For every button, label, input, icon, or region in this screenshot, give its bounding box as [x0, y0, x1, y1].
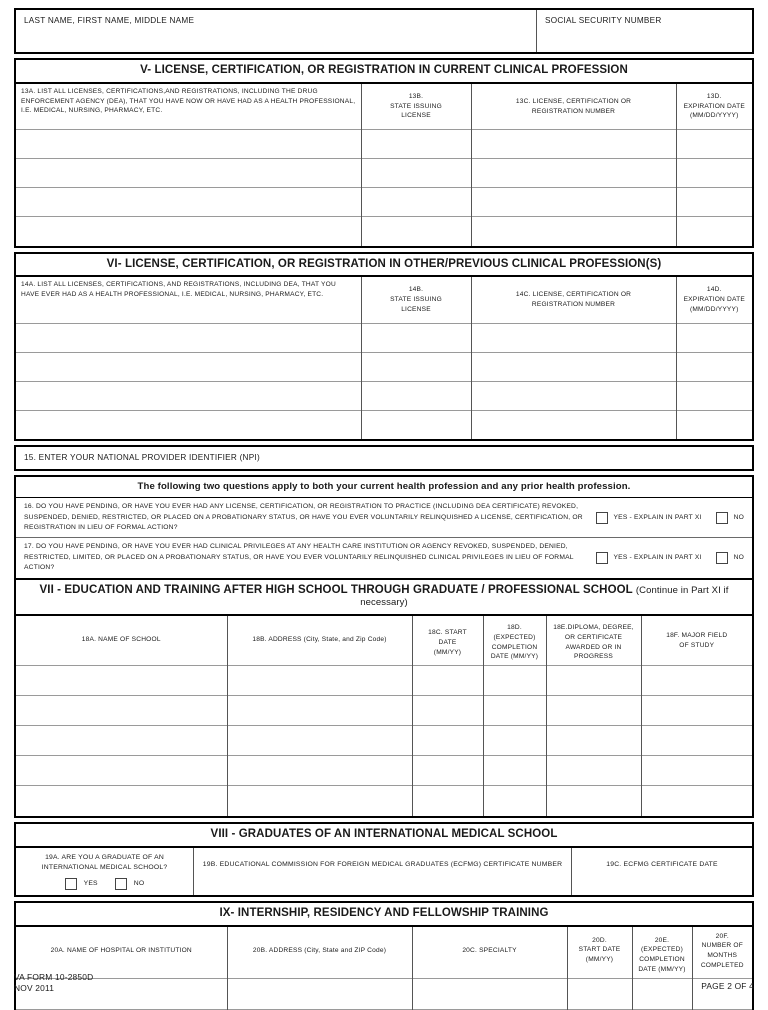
questions-block [14, 475, 754, 579]
cell-14c[interactable] [471, 410, 676, 439]
cell-14d[interactable] [676, 323, 752, 352]
npi-label: 15. ENTER YOUR NATIONAL PROVIDER IDENTIFIER (NPI) [24, 453, 260, 463]
form-date: NOV 2011 [14, 983, 55, 994]
table-row[interactable] [16, 786, 752, 816]
cell-14c[interactable] [471, 352, 676, 381]
col-14c: 14C. LICENSE, CERTIFICATION OR REGISTRATION NUMBER [471, 277, 676, 323]
form-identifier [14, 972, 93, 995]
col-14b: 14B. STATE ISSUING LICENSE [361, 277, 471, 323]
cell-13d[interactable] [676, 130, 752, 159]
cell-18d[interactable] [483, 696, 546, 726]
cell-18e[interactable] [546, 726, 641, 756]
part-ix-table [14, 927, 754, 1010]
cell-14a[interactable] [16, 381, 361, 410]
cell-18d[interactable] [483, 756, 546, 786]
cell-18d[interactable] [483, 786, 546, 816]
cell-13c[interactable] [471, 188, 676, 217]
col-20e: 20E.(EXPECTED) COMPLETION DATE (MM/YY) [632, 927, 692, 979]
cell-13a[interactable] [16, 159, 361, 188]
cell-14d[interactable] [676, 352, 752, 381]
question-19b[interactable] [194, 848, 572, 895]
question-19a-yes-checkbox[interactable] [65, 878, 77, 890]
part-ix-heading: IX- INTERNSHIP, RESIDENCY AND FELLOWSHIP TRAINING [14, 901, 754, 927]
part-vi-heading: VI- LICENSE, CERTIFICATION, OR REGISTRATION IN OTHER/PREVIOUS CLINICAL PROFESSION(S) [14, 252, 754, 278]
part-vii-header-row [16, 616, 752, 666]
cell-13c[interactable] [471, 130, 676, 159]
cell-18b[interactable] [227, 756, 412, 786]
cell-14a[interactable] [16, 323, 361, 352]
identification-strip [14, 8, 754, 54]
question-17-options [596, 552, 753, 564]
cell-14a[interactable] [16, 410, 361, 439]
table-row[interactable] [16, 756, 752, 786]
table-row[interactable] [16, 726, 752, 756]
col-13c: 13C. LICENSE, CERTIFICATION OR REGISTRATION NUMBER [471, 84, 676, 130]
cell-14b[interactable] [361, 323, 471, 352]
table-row[interactable] [16, 666, 752, 696]
cell-18c[interactable] [412, 666, 483, 696]
cell-18e[interactable] [546, 696, 641, 726]
question-19a-options [22, 878, 187, 890]
cell-18f[interactable] [641, 666, 752, 696]
question-19c[interactable] [572, 848, 752, 895]
cell-18a[interactable] [16, 726, 227, 756]
cell-14b[interactable] [361, 381, 471, 410]
item-15-npi[interactable] [14, 445, 754, 471]
cell-18c[interactable] [412, 696, 483, 726]
col-13a: 13A. LIST ALL LICENSES, CERTIFICATIONS,AND REGISTRATIONS, INCLUDING THE DRUG ENFORCEMENT AGENCY (DEA), THAT YOU HAVE NOW OR HAVE HAD AS A HEALTH PROFESSIONAL, I.E. MEDICAL, NURSING, PHARMACY, ETC. [16, 84, 361, 130]
part-viii-block [14, 848, 754, 897]
col-18a: 18A. NAME OF SCHOOL [16, 616, 227, 666]
col-18b: 18B. ADDRESS (City, State, and Zip Code) [227, 616, 412, 666]
question-17-yes-label: YES - EXPLAIN IN PART XI [613, 554, 702, 562]
question-19c-label: 19C. ECFMG CERTIFICATE DATE [606, 860, 718, 868]
ssn-field[interactable] [537, 10, 752, 52]
col-18e: 18E.DIPLOMA, DEGREE, OR CERTIFICATE AWARDED OR IN PROGRESS [546, 616, 641, 666]
question-17-text: 17. DO YOU HAVE PENDING, OR HAVE YOU EVER HAD CLINICAL PRIVILEGES AT ANY HEALTH CARE INSTITUTION OR AGENCY REVOKED, SUSPENDED, DENIED, RESTRICTED, LIMITED, OR PLACED ON A PROBATIONARY STATUS, OR HAVE YOU EVER VOLUNTARILY RELINQUISHED CLINICAL PRIVILEGES IN LIEU OF FORMAL ACTION? [24, 543, 574, 572]
part-v-header-row [16, 84, 752, 130]
cell-13b[interactable] [361, 130, 471, 159]
cell-13d[interactable] [676, 159, 752, 188]
cell-13b[interactable] [361, 217, 471, 246]
col-20b: 20B. ADDRESS (City, State and ZIP Code) [227, 927, 412, 979]
cell-18b[interactable] [227, 696, 412, 726]
table-row[interactable] [16, 696, 752, 726]
cell-18f[interactable] [641, 696, 752, 726]
question-17-yes-checkbox[interactable] [596, 552, 608, 564]
part-vii-heading-text: VII - EDUCATION AND TRAINING AFTER HIGH SCHOOL THROUGH GRADUATE / PROFESSIONAL SCHOOL [39, 583, 633, 596]
cell-14d[interactable] [676, 410, 752, 439]
question-16-yes-label: YES - EXPLAIN IN PART XI [613, 514, 702, 522]
cell-14c[interactable] [471, 381, 676, 410]
col-13d: 13D. EXPIRATION DATE (MM/DD/YYYY) [683, 92, 745, 120]
cell-18e[interactable] [546, 786, 641, 816]
col-13b: 13B. STATE ISSUING LICENSE [361, 84, 471, 130]
cell-18f[interactable] [641, 726, 752, 756]
question-16-options [596, 512, 753, 524]
col-14a: 14A. LIST ALL LICENSES, CERTIFICATIONS, AND REGISTRATIONS, INCLUDING DEA, THAT YOU HAVE EVER HAD AS A HEALTH PROFESSIONAL, I.E. MEDICAL, NURSING, PHARMACY, ETC. [16, 277, 361, 323]
question-17-row [16, 537, 752, 577]
table-row[interactable] [16, 352, 752, 381]
question-19a [16, 848, 194, 895]
cell-13b[interactable] [361, 159, 471, 188]
cell-13a[interactable] [16, 130, 361, 159]
part-vi-header-row [16, 277, 752, 323]
cell-13d[interactable] [676, 188, 752, 217]
part-vii-heading-note: (Continue in Part XI if necessary) [360, 584, 729, 609]
part-vi-table [14, 277, 754, 441]
cell-14d[interactable] [676, 381, 752, 410]
name-label: LAST NAME, FIRST NAME, MIDDLE NAME [24, 16, 195, 25]
cell-14b[interactable] [361, 410, 471, 439]
cell-18b[interactable] [227, 786, 412, 816]
form-sheet [14, 8, 754, 1010]
table-row[interactable] [16, 323, 752, 352]
table-row[interactable] [16, 159, 752, 188]
col-18c: 18C. START DATE (MM/YY) [412, 616, 483, 666]
cell-18a[interactable] [16, 696, 227, 726]
cell-18c[interactable] [412, 726, 483, 756]
ssn-label: SOCIAL SECURITY NUMBER [545, 16, 662, 25]
question-19a-no-checkbox[interactable] [115, 878, 127, 890]
cell-18c[interactable] [412, 756, 483, 786]
question-16-text: 16. DO YOU HAVE PENDING, OR HAVE YOU EVER HAD ANY LICENSE, CERTIFICATION, OR REGISTRATION TO PRACTICE (INCLUDING DEA CERTIFICATE) REVOKED, SUSPENDED, DENIED, RESTRICTED, OR PLACED ON A PROBATIONARY STATUS, OR HAVE YOU EVER VOLUNTARILY RELINQUISHED A LICENSE, CERTIFICATION, OR REGISTRATION IN LIEU OF FORMAL ACTION? [24, 503, 583, 532]
cell-13a[interactable] [16, 217, 361, 246]
cell-18e[interactable] [546, 756, 641, 786]
cell-18d[interactable] [483, 666, 546, 696]
cell-13c[interactable] [471, 217, 676, 246]
page-footer [14, 972, 754, 995]
question-19a-yes-label: YES [83, 879, 98, 887]
cell-14c[interactable] [471, 323, 676, 352]
col-20d: 20D. START DATE (MM/YY) [567, 927, 632, 979]
part-ix-header-row [16, 927, 752, 979]
part-viii-heading: VIII - GRADUATES OF AN INTERNATIONAL MEDICAL SCHOOL [14, 822, 754, 848]
cell-18b[interactable] [227, 666, 412, 696]
form-number: VA FORM 10-2850D [14, 972, 94, 982]
question-16-no-label: NO [733, 514, 744, 522]
question-17-no-checkbox[interactable] [716, 552, 728, 564]
table-row[interactable] [16, 410, 752, 439]
part-v-table [14, 84, 754, 248]
question-16-yes-checkbox[interactable] [596, 512, 608, 524]
cell-18b[interactable] [227, 726, 412, 756]
cell-13b[interactable] [361, 188, 471, 217]
question-16-no-checkbox[interactable] [716, 512, 728, 524]
cell-18c[interactable] [412, 786, 483, 816]
cell-13d[interactable] [676, 217, 752, 246]
col-14d: 14D. EXPIRATION DATE (MM/DD/YYYY) [683, 286, 745, 314]
cell-14a[interactable] [16, 352, 361, 381]
cell-18a[interactable] [16, 786, 227, 816]
page-number: PAGE 2 OF 4 [701, 981, 754, 991]
table-row[interactable] [16, 130, 752, 159]
cell-18d[interactable] [483, 726, 546, 756]
cell-13c[interactable] [471, 159, 676, 188]
table-row[interactable] [16, 381, 752, 410]
question-17-no-label: NO [733, 554, 744, 562]
part-vii-heading [14, 580, 754, 616]
part-v-heading: V- LICENSE, CERTIFICATION, OR REGISTRATION IN CURRENT CLINICAL PROFESSION [14, 58, 754, 84]
question-19a-no-label: NO [133, 879, 145, 887]
cell-18e[interactable] [546, 666, 641, 696]
cell-18a[interactable] [16, 756, 227, 786]
cell-18f[interactable] [641, 786, 752, 816]
col-20f: 20F. NUMBER OF MONTHS COMPLETED [700, 932, 744, 970]
question-19a-label: 19A. ARE YOU A GRADUATE OF AN INTERNATIONAL MEDICAL SCHOOL? [41, 853, 168, 871]
cell-14b[interactable] [361, 352, 471, 381]
col-20c: 20C. SPECIALTY [412, 927, 567, 979]
cell-18f[interactable] [641, 756, 752, 786]
cell-18a[interactable] [16, 666, 227, 696]
name-field[interactable] [16, 10, 537, 52]
question-16-row [16, 497, 752, 537]
part-vii-table [14, 616, 754, 818]
table-row[interactable] [16, 188, 752, 217]
cell-13a[interactable] [16, 188, 361, 217]
col-18f: 18F. MAJOR FIELD OF STUDY [666, 631, 728, 649]
table-row[interactable] [16, 217, 752, 246]
col-18d: 18D. (EXPECTED) COMPLETION DATE (MM/YY) [483, 616, 546, 666]
questions-banner: The following two questions apply to both your current health profession and any prior health profession. [137, 481, 631, 493]
col-20a: 20A. NAME OF HOSPITAL OR INSTITUTION [16, 927, 227, 979]
question-19b-label: 19B. EDUCATIONAL COMMISSION FOR FOREIGN MEDICAL GRADUATES (ECFMG) CERTIFICATE NUMBER [202, 860, 563, 868]
